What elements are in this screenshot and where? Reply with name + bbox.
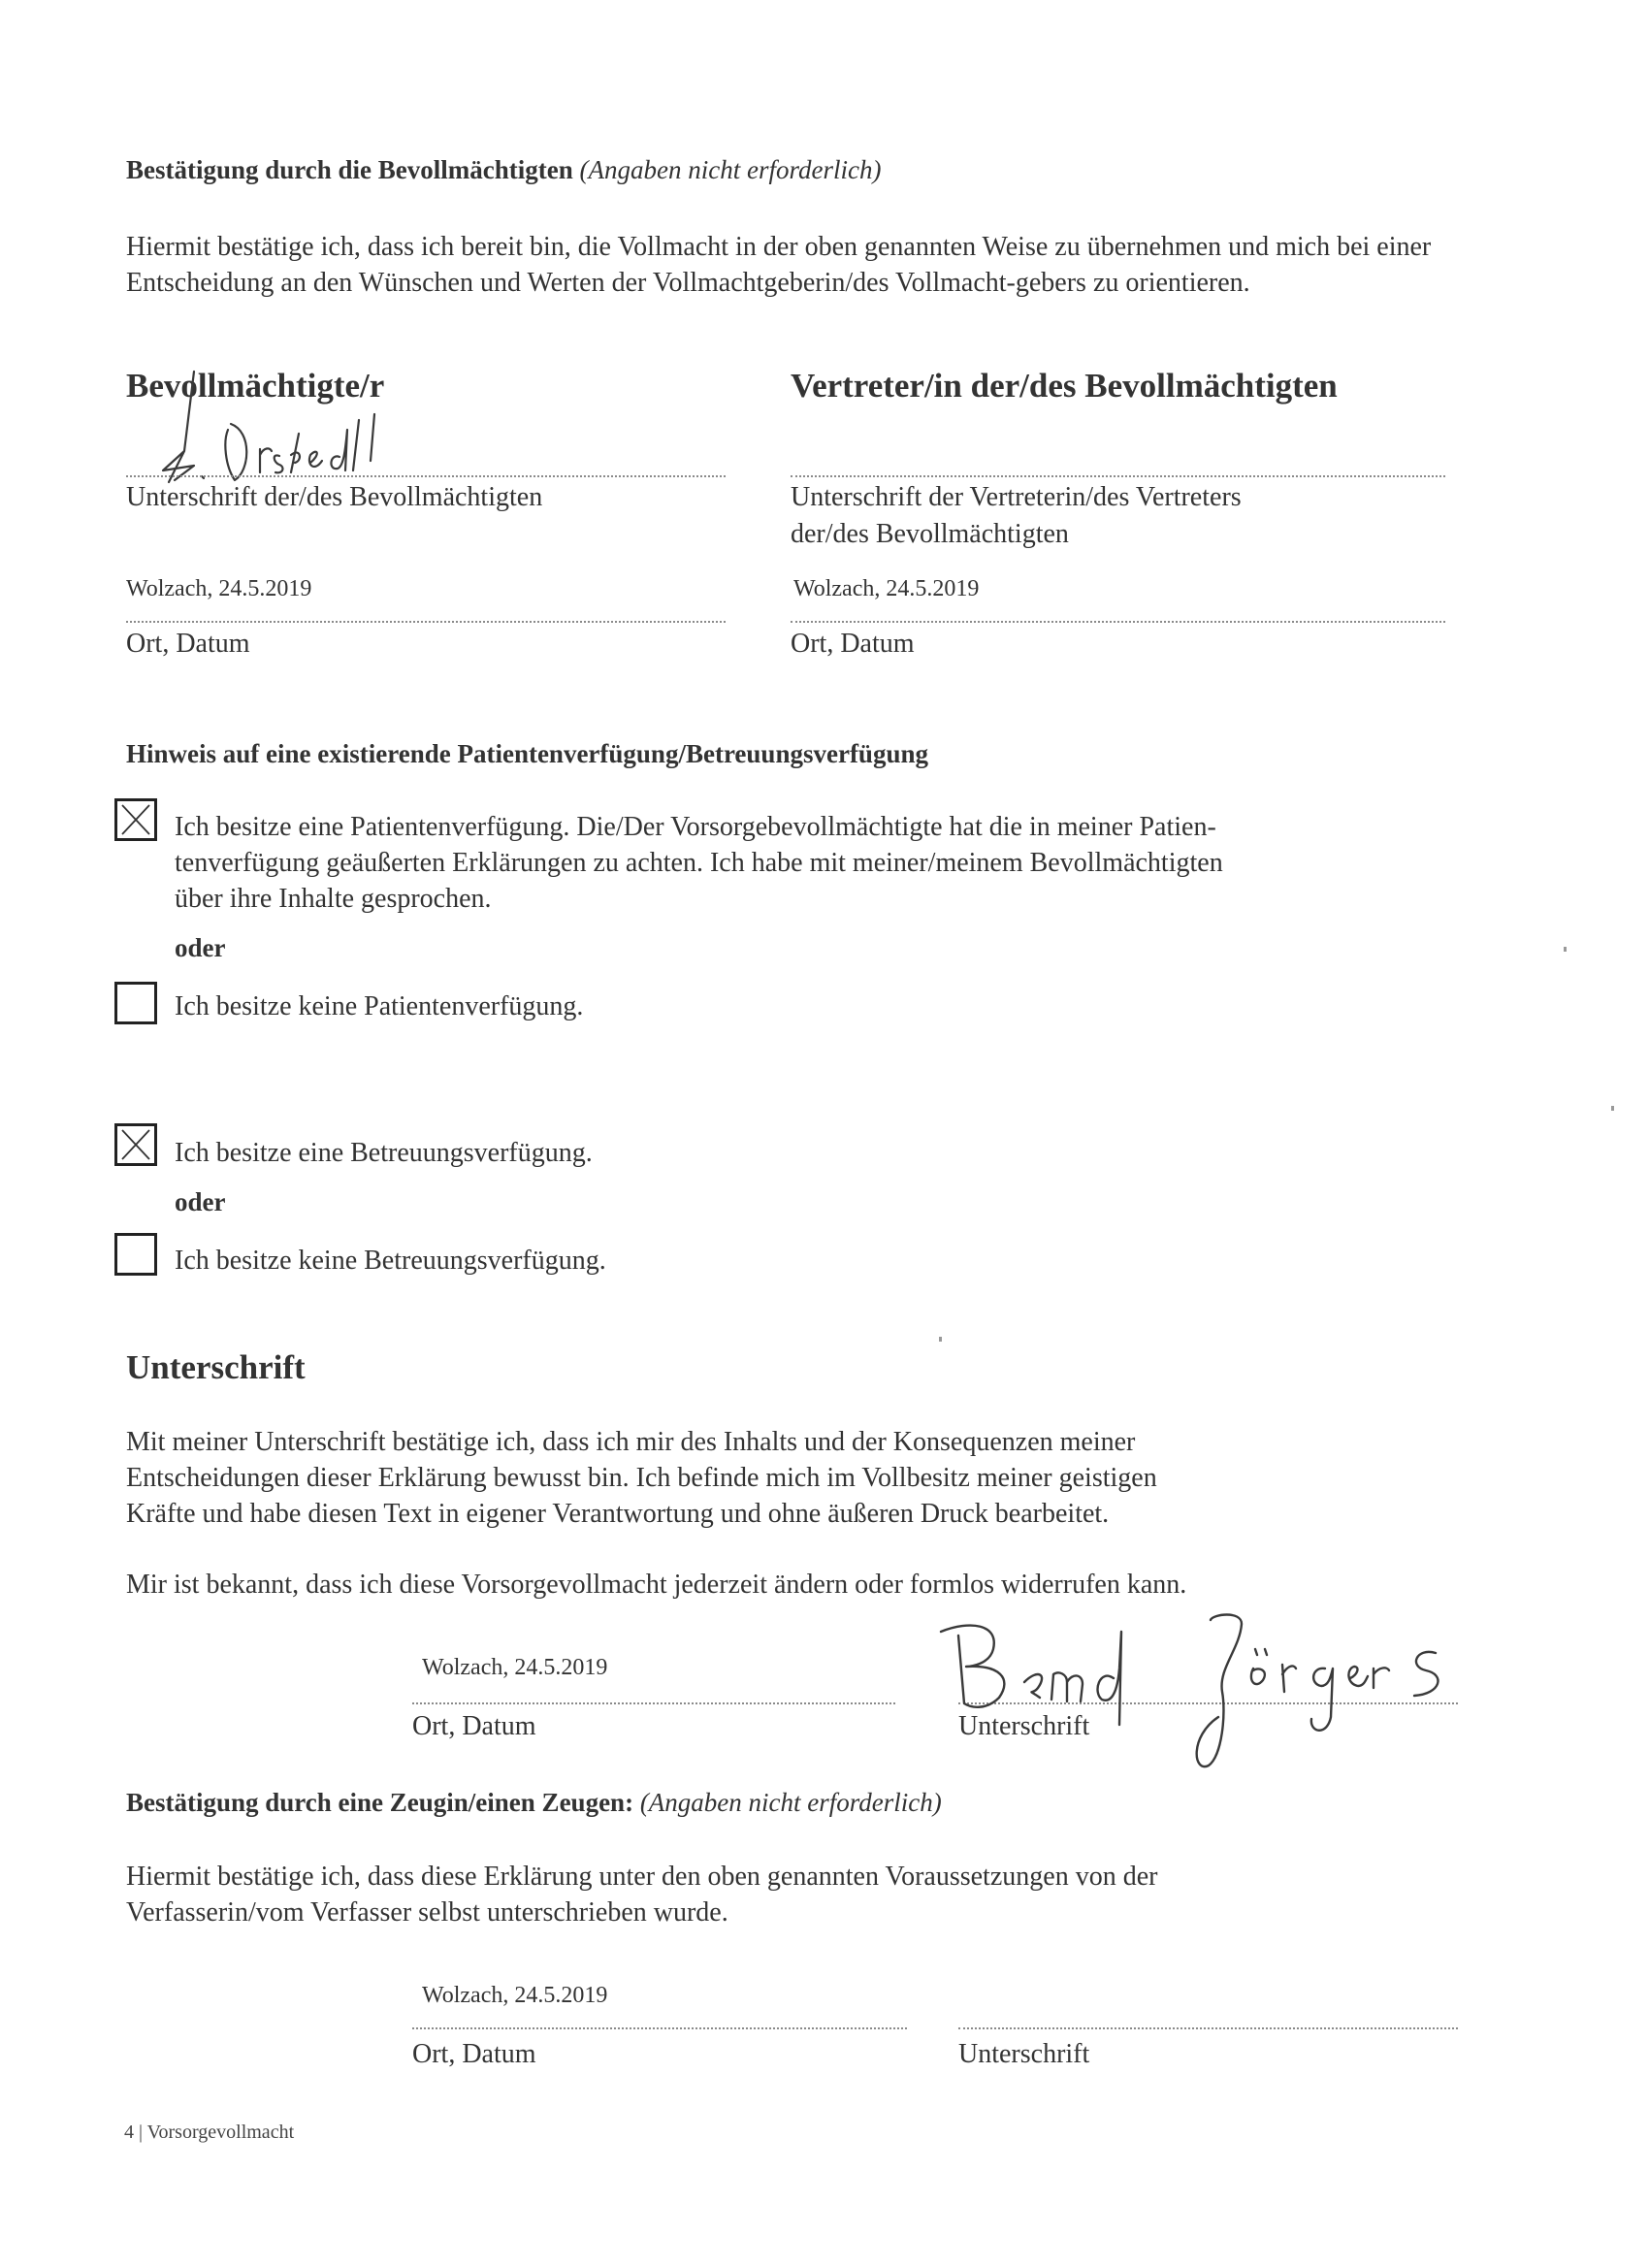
or-label-1: oder	[175, 933, 226, 962]
principal-place-date-value[interactable]: Wolzach, 24.5.2019	[422, 1655, 608, 1680]
principal-place-date-label: Ort, Datum	[412, 1711, 536, 1741]
signature-section-heading: Unterschrift	[126, 1348, 306, 1386]
directives-heading: Hinweis auf eine existierende Patientenverfügung/Betreuungsverfügung	[126, 739, 928, 768]
representative-title: Vertreter/in der/des Bevollmächtigten	[791, 367, 1338, 405]
option-no-patient-directive: Ich besitze keine Patientenverfügung.	[175, 991, 584, 1021]
representative-signature-label-1: Unterschrift der Vertreterin/des Vertreters	[791, 482, 1242, 512]
heading-text: Bestätigung durch die Bevollmächtigten	[126, 155, 573, 184]
footer-doc-title: Vorsorgevollmacht	[146, 2122, 295, 2143]
checkmark-x-icon	[117, 1126, 154, 1163]
principal-signature	[931, 1610, 1494, 1766]
witness-signature-label: Unterschrift	[958, 2039, 1090, 2069]
principal-signature-drawing	[931, 1610, 1494, 1766]
witness-text-line1: Hiermit bestätige ich, dass diese Erklärung unter den oben genannten Voraussetzungen von der	[126, 1862, 1158, 1892]
checkbox-has-care-directive[interactable]	[114, 1123, 157, 1166]
representative-signature-label-2: der/des Bevollmächtigten	[791, 519, 1069, 549]
footer-separator: |	[139, 2122, 144, 2143]
scan-speck	[1611, 1106, 1614, 1111]
agent-confirmation-heading	[126, 155, 881, 185]
representative-place-date-value[interactable]: Wolzach, 24.5.2019	[793, 576, 980, 601]
witness-place-date-label: Ort, Datum	[412, 2039, 536, 2069]
page-number: 4	[124, 2122, 134, 2143]
checkbox-no-patient-directive[interactable]	[114, 982, 157, 1024]
agent-signature-line	[126, 475, 726, 477]
agent-title: Bevollmächtigte/r	[126, 367, 385, 405]
witness-place-date-value[interactable]: Wolzach, 24.5.2019	[422, 1983, 608, 2008]
option-has-patient-directive-line3: über ihre Inhalte gesprochen.	[175, 884, 492, 914]
witness-heading	[126, 1788, 942, 1818]
witness-heading-text: Bestätigung durch eine Zeugin/einen Zeugen:	[126, 1788, 634, 1817]
option-has-care-directive: Ich besitze eine Betreuungsverfügung.	[175, 1138, 593, 1168]
option-no-care-directive: Ich besitze keine Betreuungsverfügung.	[175, 1246, 606, 1276]
agent-place-date-label: Ort, Datum	[126, 629, 250, 659]
scan-speck	[939, 1337, 942, 1342]
signature-text-line3: Kräfte und habe diesen Text in eigener Verantwortung und ohne äußeren Druck bearbeitet.	[126, 1499, 1110, 1529]
checkmark-x-icon	[117, 801, 154, 838]
principal-place-date-line	[412, 1702, 895, 1704]
checkbox-no-care-directive[interactable]	[114, 1233, 157, 1276]
agent-place-date-value[interactable]: Wolzach, 24.5.2019	[126, 576, 312, 601]
representative-place-date-line	[791, 621, 1445, 623]
option-has-patient-directive-line1: Ich besitze eine Patientenverfügung. Die/Der Vorsorgebevollmächtigte hat die in meiner Patien-	[175, 812, 1216, 842]
checkbox-has-patient-directive[interactable]	[114, 798, 157, 841]
agent-signature-label: Unterschrift der/des Bevollmächtigten	[126, 482, 543, 512]
option-has-patient-directive-line2: tenverfügung geäußerten Erklärungen zu achten. Ich habe mit meiner/meinem Bevollmächtigten	[175, 848, 1223, 878]
witness-signature-line[interactable]	[958, 2027, 1458, 2029]
or-label-2: oder	[175, 1187, 226, 1216]
heading-note: (Angaben nicht erforderlich)	[579, 155, 882, 184]
representative-place-date-label: Ort, Datum	[791, 629, 915, 659]
agent-confirmation-text: Hiermit bestätige ich, dass ich bereit bin, die Vollmacht in der oben genannten Weise zu übernehmen und mich bei einer Entscheidung an den Wünschen und Werten der Vollmachtgeberin/des Vollmacht-gebers zu orientieren.	[126, 232, 1432, 298]
principal-signature-label: Unterschrift	[958, 1711, 1090, 1741]
witness-text-line2: Verfasserin/vom Verfasser selbst unterschrieben wurde.	[126, 1897, 728, 1928]
scan-speck	[1564, 947, 1567, 952]
witness-heading-note: (Angaben nicht erforderlich)	[639, 1788, 942, 1817]
signature-text-line2: Entscheidungen dieser Erklärung bewusst bin. Ich befinde mich im Vollbesitz meiner geistigen	[126, 1463, 1157, 1493]
witness-place-date-line	[412, 2027, 907, 2029]
page-footer	[124, 2122, 294, 2144]
revocation-text: Mir ist bekannt, dass ich diese Vorsorgevollmacht jederzeit ändern oder formlos widerrufen kann.	[126, 1570, 1187, 1600]
representative-signature-line[interactable]	[791, 475, 1445, 477]
signature-text-line1: Mit meiner Unterschrift bestätige ich, dass ich mir des Inhalts und der Konsequenzen meiner	[126, 1427, 1136, 1457]
agent-place-date-line	[126, 621, 726, 623]
